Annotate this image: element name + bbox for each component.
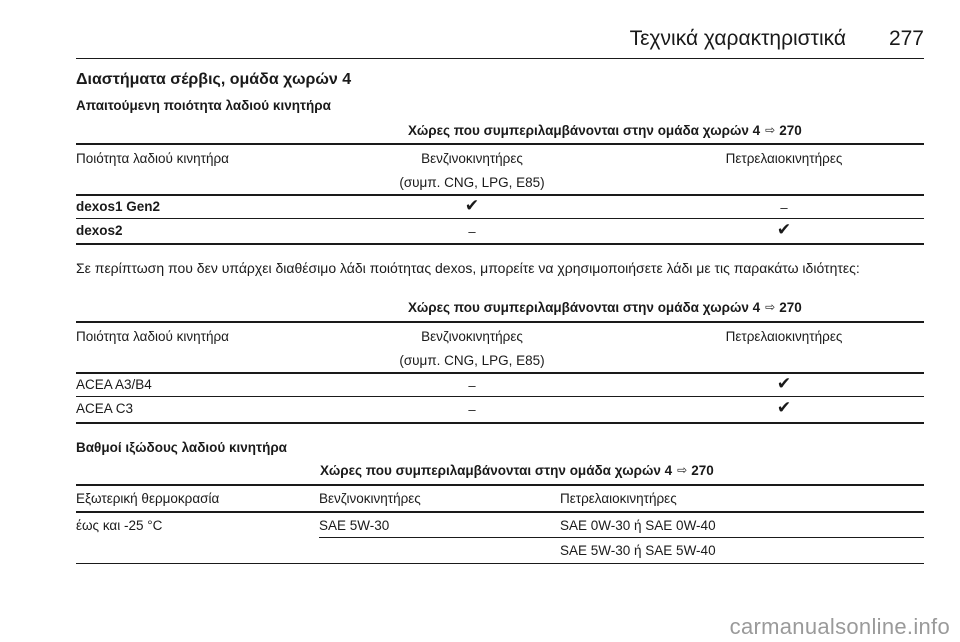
dash-mark: –	[468, 224, 476, 239]
check-icon: ✔	[776, 220, 792, 239]
table3-col-diesel: Πετρελαιοκινητήρες	[560, 491, 677, 506]
dash-mark: –	[468, 378, 476, 393]
table3-span-header	[320, 463, 714, 478]
check-icon: ✔	[776, 398, 792, 417]
table3-row1-temperature: έως και -25 °C	[76, 518, 163, 533]
table2-row-rule	[76, 396, 924, 397]
table2-span-text: Χώρες που συμπεριλαμβάνονται στην ομάδα χωρών 4	[408, 300, 761, 315]
table3-col-temperature: Εξωτερική θερμοκρασία	[76, 491, 220, 506]
cross-reference-arrow-icon: ⇨	[765, 300, 776, 314]
dash-mark: –	[468, 402, 476, 417]
alternative-oil-note: Σε περίπτωση που δεν υπάρχει διαθέσιμο λάδι ποιότητας dexos, μπορείτε να χρησιμοποιήσετε λάδι με τις παρακάτω ιδιότητες:	[76, 260, 860, 276]
table3-span-text: Χώρες που συμπεριλαμβάνονται στην ομάδα χωρών 4	[320, 463, 673, 478]
dash-mark: –	[780, 200, 788, 215]
header-title: Τεχνικά χαρακτηριστικά	[629, 27, 846, 50]
table3-top-rule	[76, 484, 924, 486]
table1-col-petrol: Βενζινοκινητήρες	[421, 151, 523, 166]
header-rule	[76, 58, 924, 59]
table2-bottom-rule	[76, 422, 924, 424]
table2-row2-label: ACEA C3	[76, 401, 134, 416]
table3-bottom-rule	[76, 563, 924, 564]
table1-col-diesel: Πετρελαιοκινητήρες	[725, 151, 843, 166]
check-icon: ✔	[776, 374, 792, 393]
table1-span-text: Χώρες που συμπεριλαμβάνονται στην ομάδα χωρών 4	[408, 123, 761, 138]
table1-top-rule	[76, 143, 924, 145]
table3-page-ref[interactable]: 270	[691, 463, 714, 478]
table1-heading: Απαιτούμενη ποιότητα λαδιού κινητήρα	[76, 98, 331, 113]
table3-row1-diesel: SAE 0W-30 ή SAE 0W-40	[560, 518, 716, 533]
table3-row2-diesel: SAE 5W-30 ή SAE 5W-40	[560, 543, 716, 558]
table2-page-ref[interactable]: 270	[779, 300, 802, 315]
table2-col-quality: Ποιότητα λαδιού κινητήρα	[76, 329, 229, 344]
page-number: 277	[888, 27, 924, 50]
watermark-text: carmanualsonline.info	[729, 614, 950, 639]
table2-row1-label: ACEA A3/B4	[76, 377, 152, 392]
table2-span-header	[408, 300, 802, 315]
table1-col-quality: Ποιότητα λαδιού κινητήρα	[76, 151, 229, 166]
table3-row1-petrol: SAE 5W-30	[319, 518, 390, 533]
table3-col-petrol: Βενζινοκινητήρες	[319, 491, 421, 506]
table2-col-diesel: Πετρελαιοκινητήρες	[725, 329, 843, 344]
table2-top-rule	[76, 321, 924, 323]
table1-row2-label: dexos2	[76, 223, 123, 238]
cross-reference-arrow-icon: ⇨	[765, 123, 776, 137]
table1-bottom-rule	[76, 243, 924, 245]
table1-row-rule	[76, 218, 924, 219]
manual-page	[76, 0, 924, 642]
table3-row-rule	[319, 537, 924, 538]
table1-span-header	[408, 123, 802, 138]
table2-col-note: (συμπ. CNG, LPG, E85)	[399, 353, 545, 368]
table3-heading: Βαθμοί ιξώδους λαδιού κινητήρα	[76, 440, 287, 455]
check-icon: ✔	[464, 196, 480, 215]
table3-header-rule	[76, 511, 924, 513]
table2-col-petrol: Βενζινοκινητήρες	[421, 329, 523, 344]
table1-col-note: (συμπ. CNG, LPG, E85)	[399, 175, 545, 190]
cross-reference-arrow-icon: ⇨	[677, 463, 688, 477]
running-header	[76, 27, 924, 53]
table1-row1-label: dexos1 Gen2	[76, 199, 161, 214]
section-title: Διαστήματα σέρβις, ομάδα χωρών 4	[76, 71, 352, 88]
table1-page-ref[interactable]: 270	[779, 123, 802, 138]
